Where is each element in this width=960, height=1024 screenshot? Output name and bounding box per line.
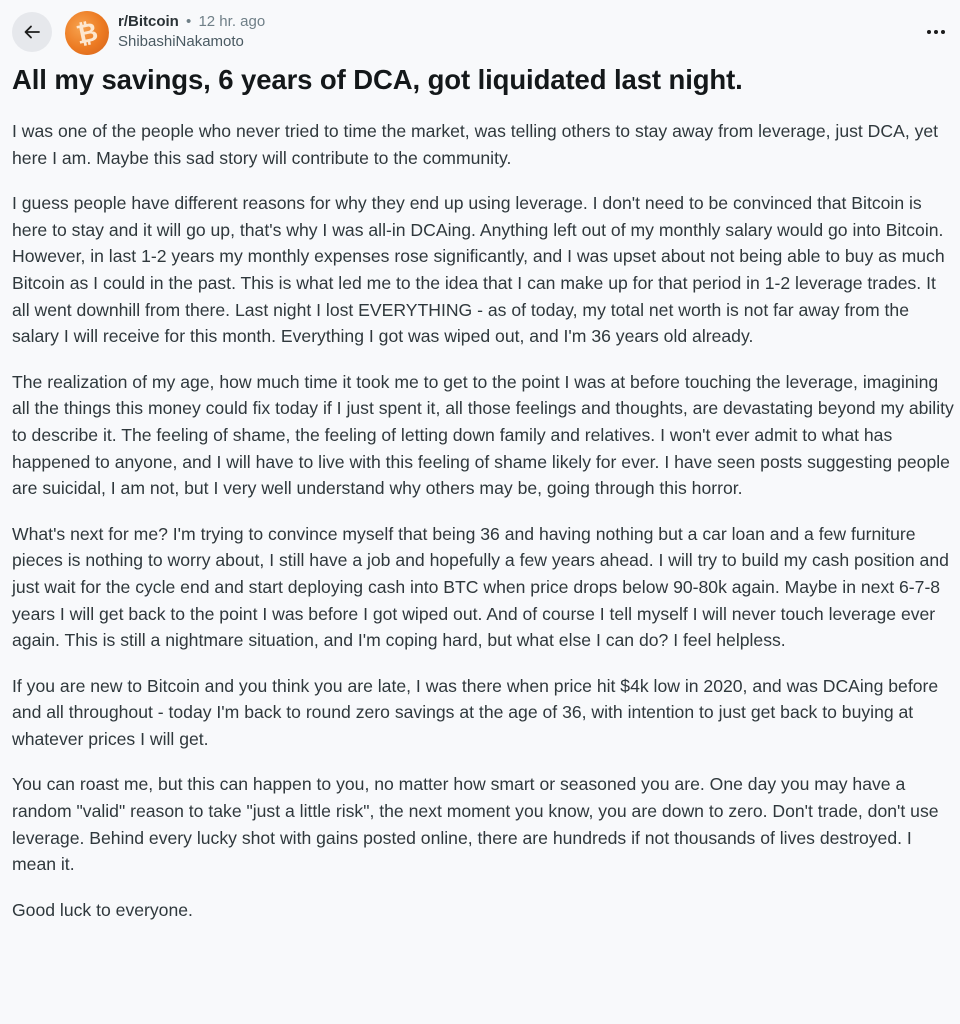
back-button[interactable] (12, 12, 52, 52)
post-title: All my savings, 6 years of DCA, got liquidated last night. (12, 64, 743, 95)
post-timestamp: 12 hr. ago (198, 13, 266, 30)
subreddit-avatar[interactable] (61, 7, 113, 59)
bitcoin-icon: ₿ (73, 16, 101, 51)
post-paragraph: The realization of my age, how much time it took me to get to the point I was at before touching the leverage, imagining all the things this money could fix today if I just spent it, all those feelings and thoughts, are devastating beyond my ability to describe it. The feeling of shame, the feeling of letting down family and relatives. I won't ever admit to what has happened to anyone, and I will have to live with this feeling of shame likely for ever. I have seen posts suggesting people are suicidal, I am not, but I very well understand why others may be, going through this horror. (12, 371, 954, 499)
post-paragraph: You can roast me, but this can happen to you, no matter how smart or seasoned you are. One day you may have a random "valid" reason to take "just a little risk", the next moment you know, you are down to zero. Don't trade, don't use leverage. Behind every lucky shot with gains posted online, there are hundreds if not thousands of lives destroyed. I mean it. (12, 774, 939, 875)
post-body (12, 118, 957, 942)
more-options-button[interactable] (924, 20, 948, 44)
subreddit-link[interactable]: r/Bitcoin (118, 13, 179, 30)
author-link[interactable]: ShibashiNakamoto (118, 33, 244, 50)
ellipsis-icon (926, 30, 947, 34)
separator-dot: • (186, 13, 192, 30)
arrow-left-icon (22, 22, 42, 42)
post-paragraph: I guess people have different reasons for why they end up using leverage. I don't need to be convinced that Bitcoin is here to stay and it will go up, that's why I was all-in DCAing. Anything left out of my monthly salary would go into Bitcoin. However, in last 1-2 years my monthly expenses rose significantly, and I was upset about not being able to buy as much Bitcoin as I could in the past. This is what led me to the idea that I can make up for that period in 1-2 leverage trades. It all went downhill from there. Last night I lost EVERYTHING - as of today, my total net worth is not far away from the salary I will receive for this month. Everything I got was wiped out, and I'm 36 years old already. (12, 192, 945, 347)
post-meta (118, 12, 265, 52)
post-paragraph: Good luck to everyone. (12, 899, 193, 920)
post-paragraph: I was one of the people who never tried to time the market, was telling others to stay away from leverage, just DCA, yet here I am. Maybe this sad story will contribute to the community. (12, 121, 939, 168)
post-paragraph: If you are new to Bitcoin and you think you are late, I was there when price hit $4k low in 2020, and was DCAing before and all throughout - today I'm back to round zero savings at the age of 36, with intention to just get back to buying at whatever prices I will get. (12, 675, 939, 750)
post-paragraph: What's next for me? I'm trying to convince myself that being 36 and having nothing but a car loan and a few furniture pieces is nothing to worry about, I still have a job and hopefully a few years ahead. I will try to build my cash position and just wait for the cycle end and start deploying cash into BTC when price drops below 90-80k again. Maybe in next 6-7-8 years I will get back to the point I was before I got wiped out. And of course I tell myself I will never touch leverage ever again. This is still a nightmare situation, and I'm coping hard, but what else I can do? I feel helpless. (12, 523, 949, 651)
post-header (0, 0, 960, 60)
